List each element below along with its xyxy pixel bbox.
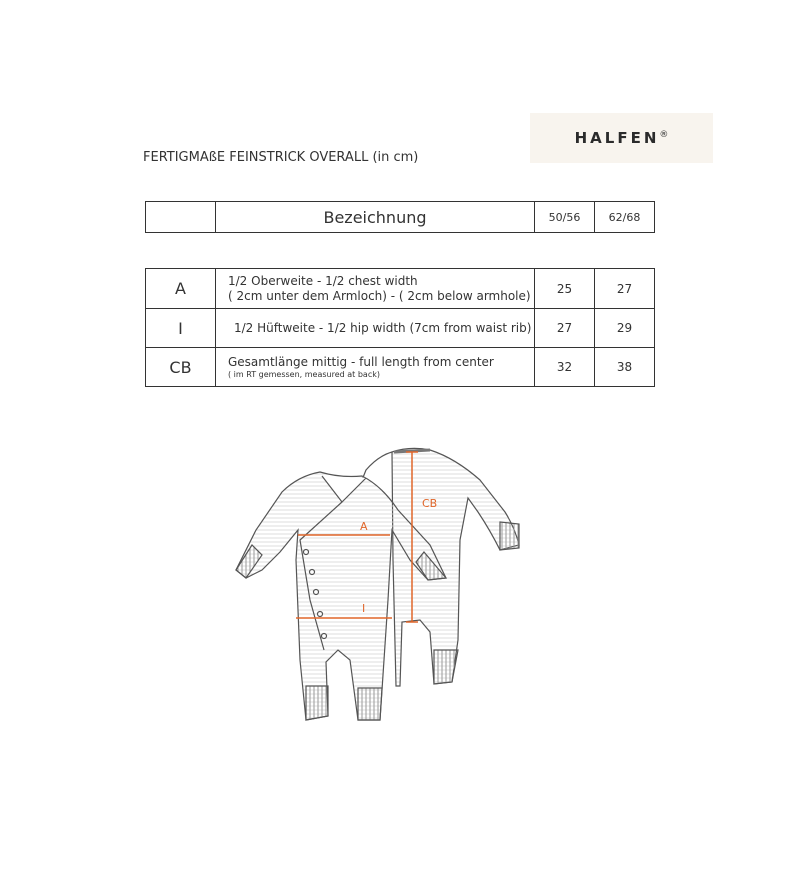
row-value-size-2: 27 [595,269,655,309]
row-value-size-1: 27 [535,309,595,348]
row-value-size-1: 25 [535,269,595,309]
header-label: Bezeichnung [216,202,535,233]
row-value-size-1: 32 [535,348,595,387]
row-value-size-2: 29 [595,309,655,348]
header-size-1: 50/56 [535,202,595,233]
row-line-1: 1/2 Hüftweite - 1/2 hip width (7cm from waist rib) [234,320,532,335]
label-cb: CB [422,497,438,510]
row-key: A [146,269,216,309]
header-size-2: 62/68 [595,202,655,233]
row-value-size-2: 38 [595,348,655,387]
row-line-1: 1/2 Oberweite - 1/2 chest width [228,273,418,288]
page-title: FERTIGMAßE FEINSTRICK OVERALL (in cm) [143,150,419,165]
label-i: I [362,602,366,615]
brand-mark: ® [659,130,669,140]
row-line-2: ( im RT gemessen, measured at back) [228,369,380,379]
brand-name: HALFEN [574,129,660,147]
label-a: A [360,520,368,533]
row-key: I [146,309,216,348]
row-key: CB [146,348,216,387]
row-line-1: Gesamtlänge mittig - full length from center [228,354,494,369]
row-line-2: ( 2cm unter dem Armloch) - ( 2cm below armhole) [228,288,531,303]
